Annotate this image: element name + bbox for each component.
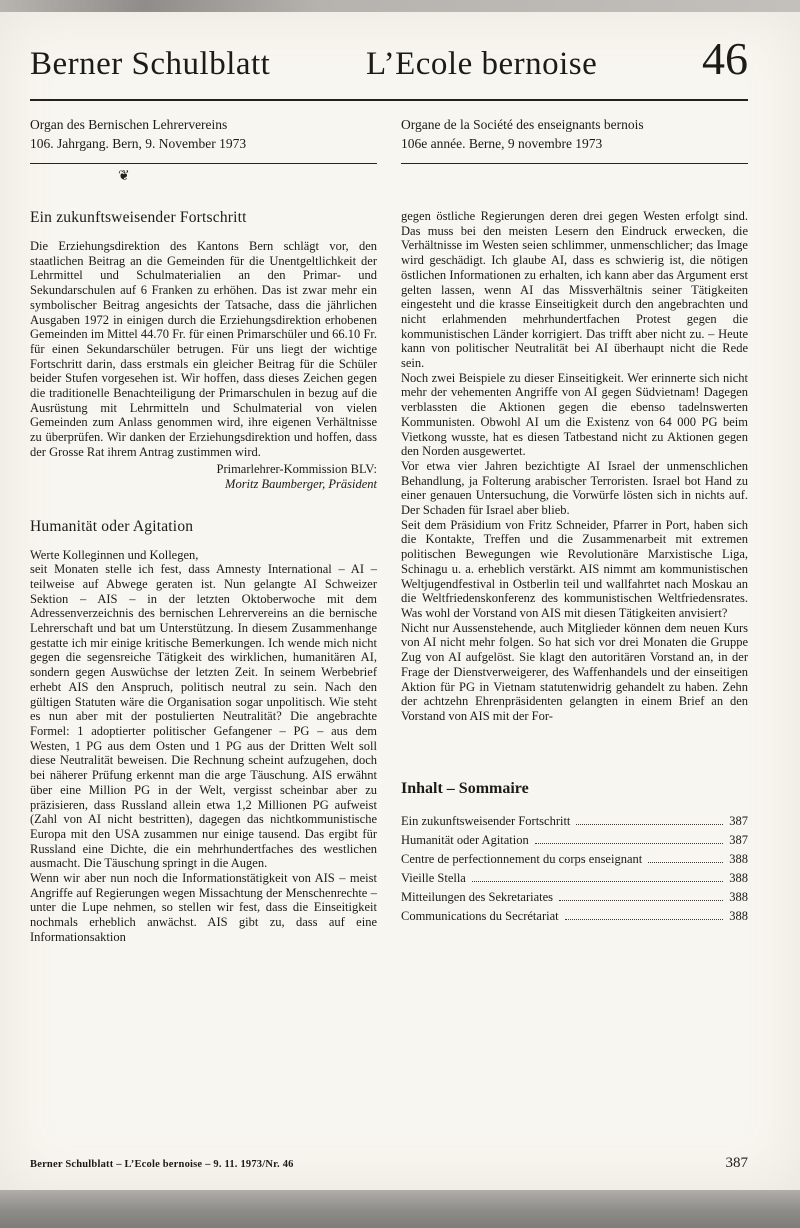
toc-leader-dots xyxy=(648,862,723,863)
footer-page-number: 387 xyxy=(725,1155,748,1171)
article2-cont-para4: Seit dem Präsidium von Fritz Schneider, Pfarrer in Port, haben sich die Kontakte, Treffen und die Zusammenarbeit mit extremen politischen Bewegungen wie Revolutionäre Marxistische Liga, Schinagu u. a. erheblich verstärkt. AIS nimmt am kommunistischen Weltjugendfestival in Ostberlin teil und wallfahrtet nach Moskau an die Weltfriedenskonferenz des kommunistischen Weltfriedensrates. Was wohl der Vorstand von AIS mit diesen Tätigkeiten anvisiert? xyxy=(401,517,748,620)
left-column xyxy=(30,209,377,945)
journal-page xyxy=(0,12,800,1190)
article2-cont-para2: Noch zwei Beispiele zu dieser Einseitigkeit. Wer erinnerte sich nicht mehr der vehementen Angriffe von AI gegen Südvietnam! Dagegen verblassten die Aktionen gegen die ebenso tadelnswerten Kommunisten. Obwohl AI um die Existenz von 64 000 PG beim Vietkong wusste, hat es diesen Tatbestand nicht zu Aktionen gegen den Norden ausgewertet. xyxy=(401,370,748,459)
issue-number: 46 xyxy=(702,33,748,84)
footer-imprint: Berner Schulblatt – L’Ecole bernoise – 9. 11. 1973/Nr. 46 xyxy=(30,1159,294,1170)
toc-entry-page: 387 xyxy=(729,813,748,828)
scan-edge-top xyxy=(0,0,800,12)
article2-para2: Wenn wir aber nun noch die Informationstätigkeit von AIS – meist Angriffe auf Regierungen wegen Missachtung der Menschenrechte – unter die Lupe nehmen, so stellen wir fest, dass die Einseitigkeit nochmals erheblich anwächst. AIS gibt zu, dass auf eine Informationsaktion xyxy=(30,871,377,944)
article2-para1: seit Monaten stelle ich fest, dass Amnesty International – AI – teilweise auf Abwege geraten ist. Nun gelangte AI Schweizer Sektion – AIS – in der letzten Oktoberwoche mit dem Adressenverzeichnis des bernischen Lehrervereins an die bernische Lehrerschaft und bat um Unterstützung. In diesem Zusammenhange gestatte ich mir einige kritische Bemerkungen. Ich wende mich nicht gegen die segensreiche Tätigkeit des wirklichen, humanitären AI, sondern gegen Auswüchse der letzten Zeit. In seinem Werbebrief erhebt AIS den Anspruch, politisch neutral zu sein. Nach den gültigen Statuten wäre die Organisation sogar unpolitisch. Wie steht es nun aber mit der postulierten Neutralität? Die angebrachte Formel: 1 adoptierter politischer Gefangener – PG – aus dem Westen, 1 PG aus dem Osten und 1 PG aus der Dritten Welt soll diese Neutralität beweisen. Die Rechnung scheint aufzugehen, doch bei näherer Prüfung erkennt man die arge Täuschung. AIS erwähnt über eine Million PG in der Welt, vergisst scheinbar aber zu präzisieren, dass Russland allein etwa 1,2 Millionen PG aufweist (Zahl von AI nicht bestritten), dagegen das nichtkommunistische Europa mit den USA zusammen nur einige tausend. Das ergibt für Russland eine Dichte, die ein mehrhundertfaches des westlichen ausmacht. Die Täuschung springt in die Augen. xyxy=(30,562,377,871)
toc-entry xyxy=(401,831,748,850)
subheader-german xyxy=(30,115,377,185)
signature-name: Moritz Baumberger, Präsident xyxy=(225,476,377,491)
toc-rows xyxy=(401,812,748,926)
toc-entry xyxy=(401,869,748,888)
toc-entry xyxy=(401,888,748,907)
article2-cont-para5: Nicht nur Aussenstehende, auch Mitglieder können dem neuen Kurs von AI nicht mehr folgen. So hat sich vor drei Monaten die Gruppe Zug von AI aufgelöst. Sie klagt den autoritären Vorstand an, in der Frage der Dienstverweigerer, des Waffenhandels und der einseitigen Aktion für PG in Vietnam statutenwidrig gehandelt zu haben. Zehn der achtzehn Ehrenpräsidenten gelangten in einem Brief an den Vorstand von AIS mit der For- xyxy=(401,620,748,723)
right-column xyxy=(401,209,748,945)
toc-leader-dots xyxy=(565,919,724,920)
subheader xyxy=(30,115,748,185)
toc-entry-page: 388 xyxy=(729,851,748,866)
ornament-icon: ❦ xyxy=(118,169,130,184)
page-footer xyxy=(30,1155,748,1172)
body-columns xyxy=(30,209,748,945)
toc-entry xyxy=(401,850,748,869)
article1-signature xyxy=(30,462,377,492)
journal-title-german: Berner Schulblatt xyxy=(30,46,271,82)
toc-title: Inhalt – Sommaire xyxy=(401,779,529,797)
toc-entry-page: 388 xyxy=(729,908,748,923)
section-gap xyxy=(30,492,377,518)
article1-title: Ein zukunftsweisender Fortschritt xyxy=(30,209,247,226)
article1-body: Die Erziehungsdirektion des Kantons Bern schlägt vor, den staatlichen Beitrag an die Gemeinden für die Unentgeltlichkeit der Lehrmittel und Schulmaterialien an den Primar- und Sekundarschulen auf 6 Franken zu erhöhen. Das ist zwar mehr ein symbolischer Beitrag angesichts der Tatsache, dass die jährlichen Ausgaben 1972 in einigen durch die Erziehungsdirektion erhobenen Gemeinden im Mittel 44.70 Fr. für einen Primarschüler und 66.10 Fr. für einen Sekundarschüler betrugen. Für uns liegt der wichtige Fortschritt darin, dass erstmals ein gleicher Beitrag für die Schüler beider Stufen vorgesehen ist. Wir hoffen, dass dieses Zeichen gegen die traditionelle Benachteiligung der Primarschulen in bezug auf die Ausrüstung mit Lehrmitteln und Schulmaterial von vielen Gemeinden zum Anlass genommen wird, ihre eigenen Verhältnisse zu überprüfen. Wir danken der Erziehungsdirektion und hoffen, dass der Grosse Rat ihrem Antrag zustimmen wird. xyxy=(30,239,377,459)
toc-leader-dots xyxy=(535,843,723,844)
subheader-rule-right xyxy=(401,163,748,164)
toc-entry-label: Vieille Stella xyxy=(401,870,466,885)
toc-leader-dots xyxy=(472,881,723,882)
scan-edge-bottom xyxy=(0,1190,800,1228)
masthead-rule xyxy=(30,99,748,101)
toc-entry-page: 388 xyxy=(729,889,748,904)
toc-entry-label: Communications du Secrétariat xyxy=(401,908,559,923)
organ-line-german: Organ des Bernischen Lehrervereins xyxy=(30,117,228,132)
toc-entry xyxy=(401,907,748,926)
masthead xyxy=(30,33,748,84)
subheader-rule-left xyxy=(30,163,377,164)
toc-leader-dots xyxy=(559,900,723,901)
article2-salutation: Werte Kolleginnen und Kollegen, xyxy=(30,547,199,562)
subheader-french xyxy=(401,115,748,185)
toc-entry-label: Centre de perfectionnement du corps enseignant xyxy=(401,851,643,866)
signature-org: Primarlehrer-Kommission BLV: xyxy=(216,461,377,476)
toc-entry-label: Ein zukunftsweisender Fortschritt xyxy=(401,813,571,828)
article2-title: Humanität oder Agitation xyxy=(30,517,194,535)
volume-line-german: 106. Jahrgang. Bern, 9. November 1973 xyxy=(30,136,247,151)
organ-line-french: Organe de la Société des enseignants bernois xyxy=(401,117,644,132)
toc-entry-label: Mitteilungen des Sekretariates xyxy=(401,889,554,904)
toc-leader-dots xyxy=(576,824,723,825)
journal-title-french: L’Ecole bernoise xyxy=(366,46,598,82)
article2-cont-para3: Vor etwa vier Jahren bezichtigte AI Israel der unmenschlichen Behandlung, ja Folterung arabischer Terroristen. Israel bot Hand zu einer genauen Untersuchung, die Vorwürfe lösten sich in nichts auf. Der Schaden für Israel aber blieb. xyxy=(401,458,748,518)
toc-entry xyxy=(401,812,748,831)
toc-entry-label: Humanität oder Agitation xyxy=(401,832,529,847)
volume-line-french: 106e année. Berne, 9 novembre 1973 xyxy=(401,136,603,151)
toc-entry-page: 387 xyxy=(729,832,748,847)
article2-cont-para1: gegen östliche Regierungen deren drei gegen Westen erfolgt sind. Das muss bei den meisten Lesern den Eindruck erwecken, die Verhältnisse im Westen seien schlimmer, unmenschlicher; das Image wird geschädigt. Ich glaube AI, dass es schwierig ist, die nötigen östlichen Informationen zu erhalten, ich kann aber das Argument erst gelten lassen, wenn AI das Missverhältnis seiner Tätigkeiten eingesteht und die krasse Einseitigkeit durch den angebrachten und nicht erlahmenden mehrhundertfachen Protest gegen die kommunistischen Länder korrigiert. Das trifft aber nicht zu. – Heute kann von politischer Neutralität bei AI überhaupt nicht die Rede sein. xyxy=(401,209,748,371)
table-of-contents xyxy=(401,780,748,926)
toc-entry-page: 388 xyxy=(729,870,748,885)
